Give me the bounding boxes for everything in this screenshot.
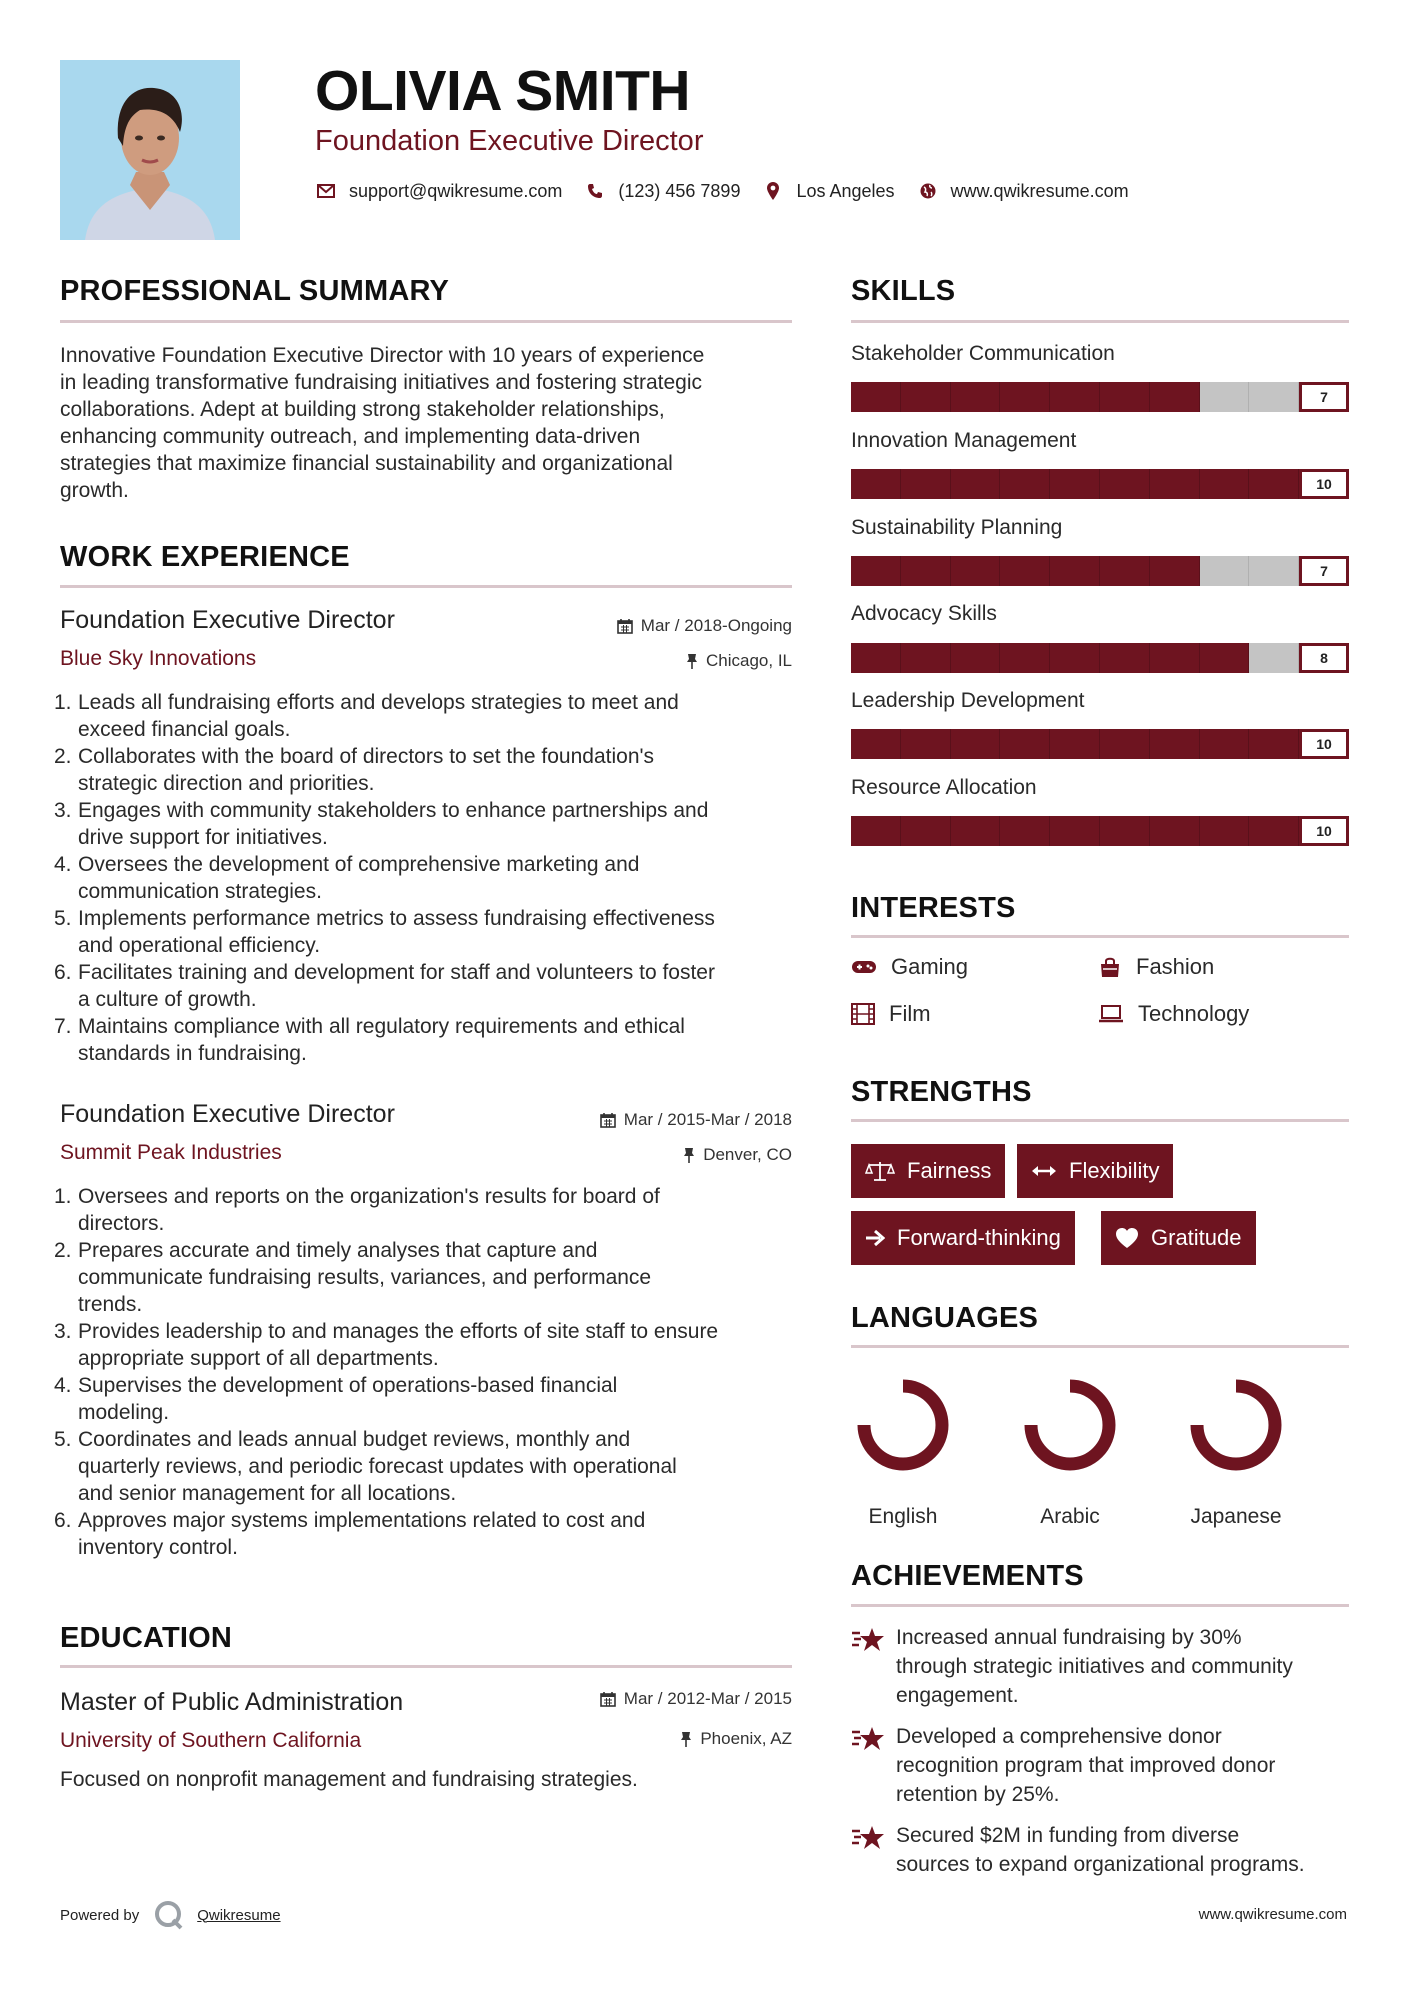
summary-line: collaborations. Adept at building strong stakeholder relationships, <box>60 398 665 421</box>
list-item-line: Engages with community stakeholders to enhance partnerships and <box>78 799 709 822</box>
list-item-line: Provides leadership to and manages the efforts of site staff to ensure <box>78 1320 719 1343</box>
skill-segment-filled <box>1000 382 1050 412</box>
list-number: 4. <box>54 853 72 876</box>
list-item-line: and senior management for all locations. <box>78 1482 457 1505</box>
list-number: 6. <box>54 961 72 984</box>
portrait-illustration <box>60 60 240 240</box>
interest-item <box>1098 1001 1249 1027</box>
list-item <box>54 1372 795 1426</box>
list-item-line: Prepares accurate and timely analyses that capture and <box>78 1239 598 1262</box>
skill-segment-filled <box>1050 469 1100 499</box>
education-heading: EDUCATION <box>60 1622 233 1654</box>
languages-heading: LANGUAGES <box>851 1302 1039 1334</box>
job-responsibilities <box>54 1183 795 1561</box>
summary-line: Innovative Foundation Executive Director with 10 years of experience <box>60 344 705 367</box>
star-award-icon <box>851 1623 896 1710</box>
envelope-icon <box>315 180 337 202</box>
skill-bar <box>851 469 1349 499</box>
job-location <box>686 651 792 671</box>
skill-segment-filled <box>1050 643 1100 673</box>
skill-segment-filled <box>1200 816 1250 846</box>
skill-segment-filled <box>901 816 951 846</box>
gamepad-icon <box>851 959 877 975</box>
list-item-line: Maintains compliance with all regulatory requirements and ethical <box>78 1015 685 1038</box>
skill-segment-filled <box>951 816 1001 846</box>
skill-label: Advocacy Skills <box>851 602 997 625</box>
list-item <box>54 797 795 851</box>
skill-segment-filled <box>851 556 901 586</box>
list-item <box>54 1183 795 1237</box>
language-label: English <box>868 1505 938 1528</box>
language-level-ring <box>1015 1370 1125 1480</box>
list-item-line: modeling. <box>78 1401 170 1424</box>
job-dates-text: Mar / 2015-Mar / 2018 <box>623 1110 792 1129</box>
skill-segment-filled <box>1050 382 1100 412</box>
list-item-line: Implements performance metrics to assess fundraising effectiveness <box>78 907 715 930</box>
list-item <box>54 743 795 797</box>
achievement-line: recognition program that improved donor <box>896 1754 1276 1777</box>
skill-segment-filled <box>1050 729 1100 759</box>
list-number: 7. <box>54 1015 72 1038</box>
job-title: Foundation Executive Director <box>60 606 395 634</box>
list-item-line: inventory control. <box>78 1536 238 1559</box>
list-item-line: quarterly reviews, and periodic forecast updates with operational <box>78 1455 677 1478</box>
balance-scale-icon <box>865 1160 895 1182</box>
interest-label: Fashion <box>1136 954 1215 979</box>
language-item <box>1181 1370 1291 1529</box>
language-level-ring <box>848 1370 958 1480</box>
degree-title: Master of Public Administration <box>60 1688 404 1716</box>
skill-bar <box>851 556 1349 586</box>
job-responsibilities <box>54 689 795 1067</box>
achievements-heading: ACHIEVEMENTS <box>851 1560 1084 1592</box>
skill-segment-filled <box>1050 816 1100 846</box>
skills-heading: SKILLS <box>851 275 956 307</box>
list-number: 2. <box>54 745 72 768</box>
list-item <box>54 1237 795 1318</box>
skill-bar <box>851 729 1349 759</box>
skill-segment-filled <box>951 556 1001 586</box>
pushpin-icon <box>683 1147 695 1163</box>
star-award-icon <box>851 1821 896 1879</box>
list-item-line: directors. <box>78 1212 165 1235</box>
list-item-line: Facilitates training and development for staff and volunteers to foster <box>78 961 715 984</box>
list-item-line: strategic direction and priorities. <box>78 772 375 795</box>
skill-label: Stakeholder Communication <box>851 342 1115 365</box>
interests-divider <box>851 935 1349 938</box>
interest-item <box>851 1001 931 1027</box>
list-item-line: Approves major systems implementations related to cost and <box>78 1509 646 1532</box>
skill-segment-filled <box>1150 816 1200 846</box>
skill-value: 8 <box>1299 643 1349 673</box>
summary-line: strategies that maximize financial sustainability and organizational <box>60 452 673 475</box>
achievement-line: engagement. <box>896 1684 1019 1707</box>
skill-value: 10 <box>1299 729 1349 759</box>
pushpin-icon <box>686 653 698 669</box>
strength-tag <box>1101 1211 1256 1265</box>
job-dates <box>600 1110 792 1130</box>
achievement-line: through strategic initiatives and community <box>896 1655 1293 1678</box>
skill-bar <box>851 816 1349 846</box>
skill-segment-filled <box>1150 556 1200 586</box>
summary-line: growth. <box>60 479 129 502</box>
skill-segment-filled <box>1100 816 1150 846</box>
skill-segment-filled <box>1100 643 1150 673</box>
language-level-ring <box>1181 1370 1291 1480</box>
experience-heading: WORK EXPERIENCE <box>60 541 350 573</box>
achievement-line: Increased annual fundraising by 30% <box>896 1626 1242 1649</box>
star-award-icon <box>851 1722 896 1809</box>
skill-label: Sustainability Planning <box>851 516 1063 539</box>
skill-segment-filled <box>1100 556 1150 586</box>
summary-line: enhancing community outreach, and implementing data-driven <box>60 425 641 448</box>
strength-label: Forward-thinking <box>897 1225 1061 1250</box>
skill-value: 10 <box>1299 816 1349 846</box>
list-item-line: communication strategies. <box>78 880 322 903</box>
strengths-heading: STRENGTHS <box>851 1076 1032 1108</box>
profile-photo <box>60 60 240 240</box>
achievement-line: Developed a comprehensive donor <box>896 1725 1222 1748</box>
education-divider <box>60 1665 792 1668</box>
heart-icon <box>1115 1227 1139 1249</box>
interests-heading: INTERESTS <box>851 892 1016 924</box>
education-dates-text: Mar / 2012-Mar / 2015 <box>623 1689 792 1708</box>
phone-icon <box>584 180 606 202</box>
skill-segment-filled <box>851 469 901 499</box>
skill-segment-filled <box>1200 729 1250 759</box>
skill-bar <box>851 643 1349 673</box>
achievements-divider <box>851 1604 1349 1607</box>
list-item <box>54 959 795 1013</box>
skill-segment-filled <box>901 469 951 499</box>
list-number: 2. <box>54 1239 72 1262</box>
strength-tag <box>851 1211 1075 1265</box>
calendar-icon <box>600 1691 616 1707</box>
candidate-title: Foundation Executive Director <box>315 125 704 157</box>
interest-item <box>851 954 968 980</box>
job-dates <box>617 616 792 636</box>
language-level-arc <box>1197 1386 1275 1464</box>
skill-segment-filled <box>851 816 901 846</box>
skill-segment-filled <box>1000 816 1050 846</box>
qwikresume-logo-icon <box>153 1900 187 1930</box>
skill-segment-filled <box>1249 816 1299 846</box>
pushpin-icon <box>680 1731 692 1747</box>
list-item-line: Supervises the development of operations-based financial <box>78 1374 618 1397</box>
skill-segment-filled <box>1200 643 1250 673</box>
skill-segment-empty <box>1249 556 1299 586</box>
skill-segment-filled <box>951 382 1001 412</box>
language-label: Japanese <box>1190 1505 1282 1528</box>
job-dates-text: Mar / 2018-Ongoing <box>640 616 792 635</box>
language-level-arc <box>864 1386 942 1464</box>
skill-segment-filled <box>1150 729 1200 759</box>
skill-segment-filled <box>951 643 1001 673</box>
skill-value: 7 <box>1299 382 1349 412</box>
skill-segment-filled <box>1150 643 1200 673</box>
list-number: 3. <box>54 1320 72 1343</box>
list-item-line: a culture of growth. <box>78 988 257 1011</box>
job-title: Foundation Executive Director <box>60 1100 395 1128</box>
summary-line: in leading transformative fundraising initiatives and fostering strategic <box>60 371 703 394</box>
list-number: 4. <box>54 1374 72 1397</box>
education-dates <box>600 1689 792 1709</box>
strength-tag <box>851 1144 1005 1198</box>
skill-segment-filled <box>1150 382 1200 412</box>
achievement-item <box>851 1821 1351 1879</box>
list-item-line: standards in fundraising. <box>78 1042 307 1065</box>
map-pin-icon <box>762 180 784 202</box>
skill-segment-filled <box>1249 729 1299 759</box>
skill-segment-filled <box>1100 729 1150 759</box>
summary-text <box>60 342 800 504</box>
education-description: Focused on nonprofit management and fundraising strategies. <box>60 1768 638 1791</box>
footer-url[interactable]: www.qwikresume.com <box>1198 1906 1347 1923</box>
job-location-text: Chicago, IL <box>706 651 792 670</box>
list-number: 3. <box>54 799 72 822</box>
strength-label: Gratitude <box>1151 1225 1242 1250</box>
footer-powered-by <box>60 1900 281 1930</box>
skill-segment-empty <box>1249 382 1299 412</box>
company-name: Blue Sky Innovations <box>60 647 257 670</box>
list-item <box>54 851 795 905</box>
list-number: 1. <box>54 691 72 714</box>
language-item <box>848 1370 958 1529</box>
interest-label: Gaming <box>891 954 969 979</box>
list-item <box>54 689 795 743</box>
list-number: 5. <box>54 907 72 930</box>
skill-segment-filled <box>1000 469 1050 499</box>
list-number: 5. <box>54 1428 72 1451</box>
languages-divider <box>851 1345 1349 1348</box>
list-item <box>54 1507 795 1561</box>
list-item <box>54 905 795 959</box>
arrow-right-icon <box>865 1229 885 1247</box>
list-item <box>54 1426 795 1507</box>
calendar-icon <box>600 1112 616 1128</box>
skill-segment-filled <box>1100 469 1150 499</box>
list-item-line: Coordinates and leads annual budget reviews, monthly and <box>78 1428 631 1451</box>
list-number: 1. <box>54 1185 72 1208</box>
skill-segment-filled <box>1000 643 1050 673</box>
skill-segment-empty <box>1200 556 1250 586</box>
contact-email[interactable]: support@qwikresume.com <box>349 180 563 201</box>
skill-segment-filled <box>1050 556 1100 586</box>
interest-label: Technology <box>1138 1001 1250 1026</box>
skill-label: Leadership Development <box>851 689 1085 712</box>
skill-segment-filled <box>951 469 1001 499</box>
list-item <box>54 1318 795 1372</box>
language-level-arc <box>1031 1386 1109 1464</box>
skill-value: 10 <box>1299 469 1349 499</box>
skill-segment-filled <box>1000 556 1050 586</box>
achievement-line: sources to expand organizational programs. <box>896 1853 1305 1876</box>
contact-website[interactable]: www.qwikresume.com <box>950 180 1129 201</box>
summary-divider <box>60 320 792 323</box>
skill-segment-empty <box>1200 382 1250 412</box>
skill-segment-filled <box>851 382 901 412</box>
skill-value: 7 <box>1299 556 1349 586</box>
skill-segment-filled <box>851 643 901 673</box>
skill-segment-filled <box>901 729 951 759</box>
job-location <box>683 1145 792 1165</box>
education-location <box>680 1729 792 1749</box>
list-item-line: drive support for initiatives. <box>78 826 328 849</box>
list-item-line: communicate fundraising results, variances, and performance <box>78 1266 652 1289</box>
skill-segment-empty <box>1249 643 1299 673</box>
list-item-line: Oversees and reports on the organization's results for board of <box>78 1185 660 1208</box>
contact-bar <box>315 178 1151 204</box>
laptop-icon <box>1098 1004 1124 1024</box>
candidate-name: OLIVIA SMITH <box>315 59 691 123</box>
achievement-line: retention by 25%. <box>896 1783 1060 1806</box>
list-item-line: exceed financial goals. <box>78 718 291 741</box>
list-item-line: and operational efficiency. <box>78 934 321 957</box>
skill-segment-filled <box>1249 469 1299 499</box>
skill-label: Innovation Management <box>851 429 1077 452</box>
globe-icon <box>917 180 939 202</box>
summary-heading: PROFESSIONAL SUMMARY <box>60 275 450 307</box>
list-item-line: trends. <box>78 1293 143 1316</box>
achievement-line: Secured $2M in funding from diverse <box>896 1824 1240 1847</box>
education-location-text: Phoenix, AZ <box>700 1729 792 1748</box>
list-item-line: Oversees the development of comprehensive marketing and <box>78 853 640 876</box>
interest-item <box>1098 954 1214 980</box>
skills-divider <box>851 320 1349 323</box>
achievement-item <box>851 1623 1351 1710</box>
strengths-divider <box>851 1119 1349 1122</box>
skill-label: Resource Allocation <box>851 776 1037 799</box>
interest-label: Film <box>889 1001 931 1026</box>
company-name: Summit Peak Industries <box>60 1141 282 1164</box>
skill-segment-filled <box>951 729 1001 759</box>
skill-segment-filled <box>1150 469 1200 499</box>
skill-segment-filled <box>901 382 951 412</box>
skill-segment-filled <box>901 643 951 673</box>
powered-by-text: Powered by <box>60 1906 140 1924</box>
language-item <box>1015 1370 1125 1529</box>
job-location-text: Denver, CO <box>703 1145 792 1164</box>
shopping-bag-icon <box>1098 956 1122 978</box>
arrows-horizontal-icon <box>1031 1164 1057 1178</box>
skill-segment-filled <box>1100 382 1150 412</box>
skill-segment-filled <box>851 729 901 759</box>
contact-location: Los Angeles <box>796 180 895 201</box>
skill-segment-filled <box>1000 729 1050 759</box>
language-label: Arabic <box>1040 1505 1100 1528</box>
brand-link[interactable]: Qwikresume <box>197 1906 281 1924</box>
list-item-line: appropriate support of all departments. <box>78 1347 439 1370</box>
skill-segment-filled <box>1200 469 1250 499</box>
list-item <box>54 1013 795 1067</box>
list-number: 6. <box>54 1509 72 1532</box>
calendar-icon <box>617 618 633 634</box>
list-item-line: Collaborates with the board of directors to set the foundation's <box>78 745 655 768</box>
skill-segment-filled <box>901 556 951 586</box>
school-name: University of Southern California <box>60 1729 362 1752</box>
strength-tag <box>1017 1144 1173 1198</box>
skill-bar <box>851 382 1349 412</box>
list-item-line: Leads all fundraising efforts and develops strategies to meet and <box>78 691 679 714</box>
strength-label: Flexibility <box>1069 1158 1160 1183</box>
experience-divider <box>60 585 792 588</box>
strength-label: Fairness <box>907 1158 992 1183</box>
film-icon <box>851 1003 875 1025</box>
contact-phone[interactable]: (123) 456 7899 <box>618 180 741 201</box>
achievement-item <box>851 1722 1351 1809</box>
